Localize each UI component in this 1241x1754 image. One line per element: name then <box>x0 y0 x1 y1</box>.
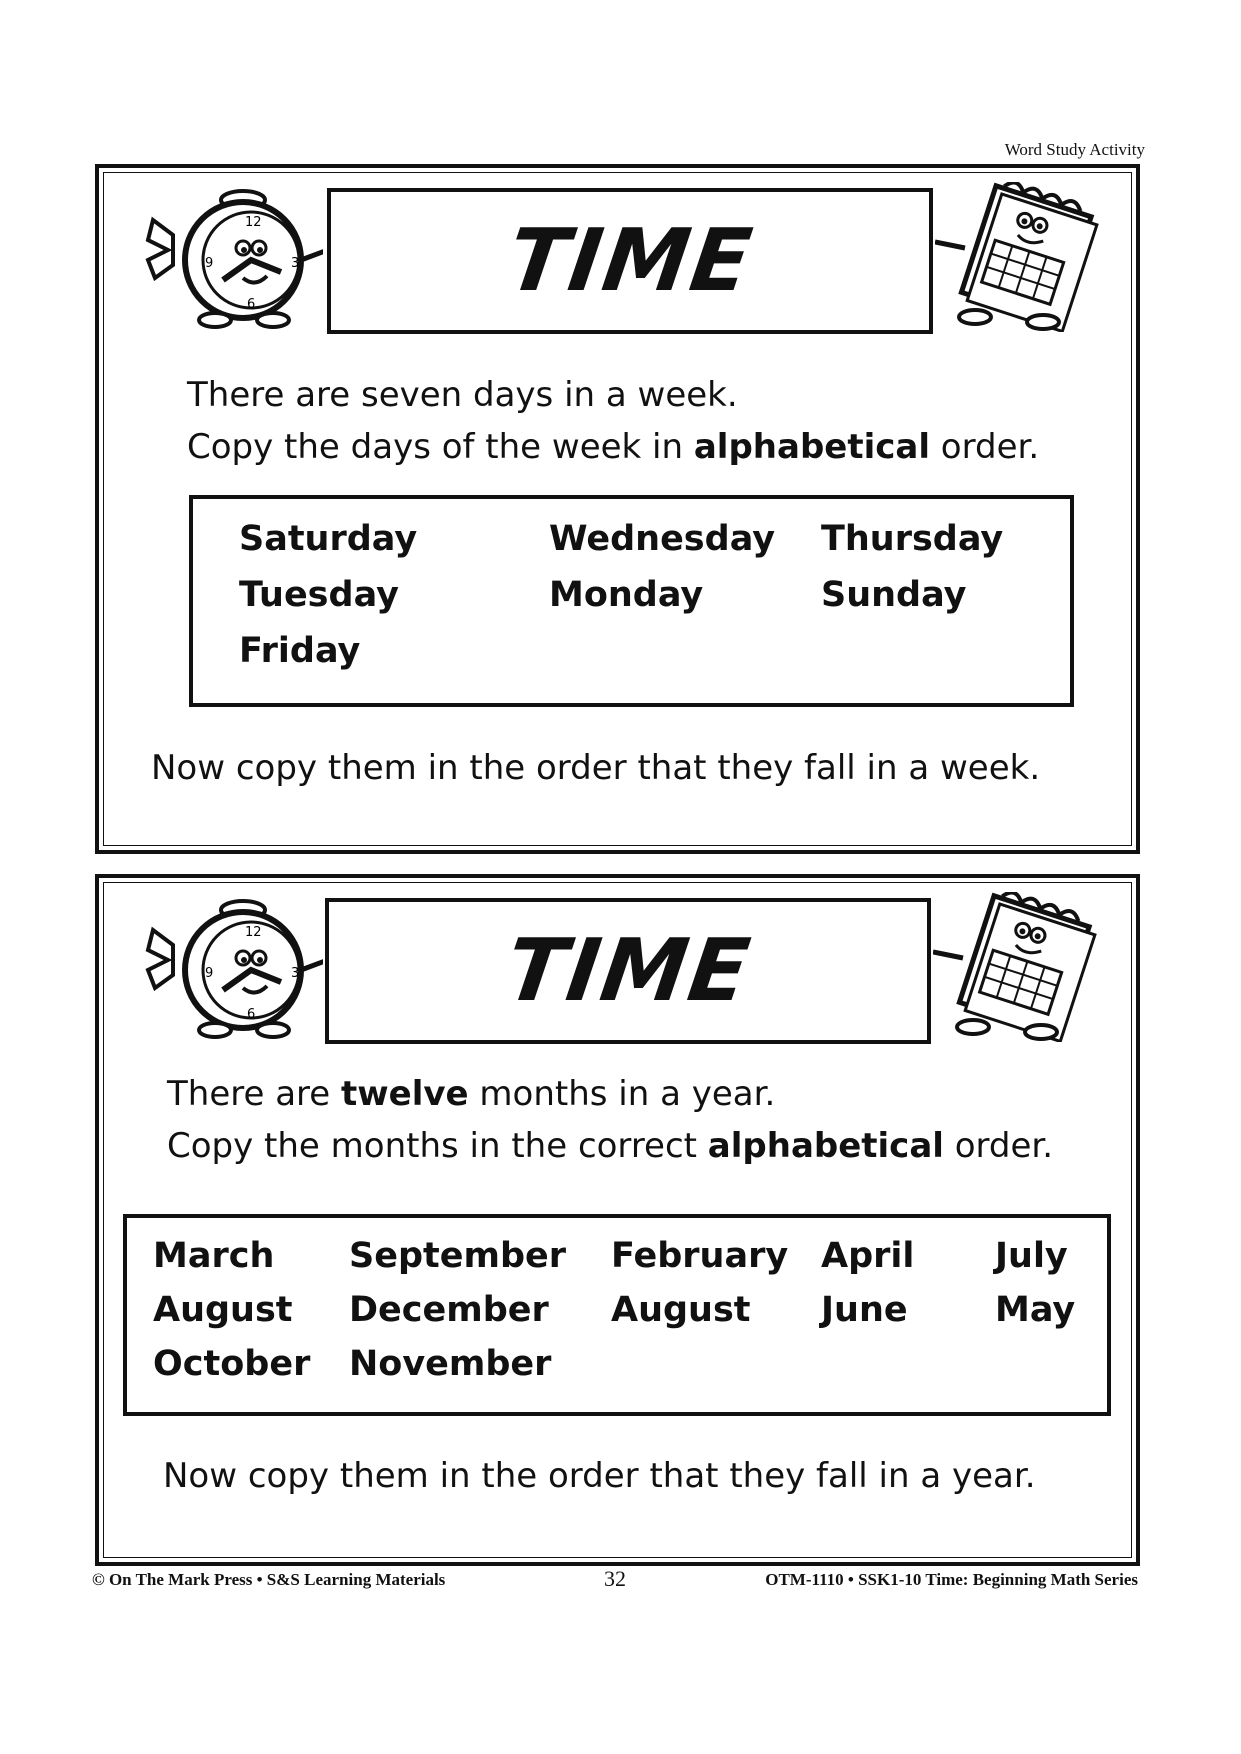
clock-number-9: 9 <box>205 966 214 981</box>
word-item: Sunday <box>821 575 967 615</box>
alarm-clock-mascot-icon <box>143 180 323 330</box>
word-item: August <box>611 1290 751 1330</box>
calendar-mascot-icon <box>935 182 1105 332</box>
copy-order-instruction: Now copy them in the order that they fall in a week. <box>151 748 1041 788</box>
word-item: July <box>995 1236 1068 1276</box>
clock-number-3: 3 <box>291 256 300 271</box>
word-item: Saturday <box>239 519 418 559</box>
word-item: February <box>611 1236 789 1276</box>
intro-line: There are seven days in a week. <box>187 375 738 415</box>
activity-type-label: Word Study Activity <box>1004 140 1145 159</box>
word-item: March <box>153 1236 275 1276</box>
word-item: Tuesday <box>239 575 399 615</box>
page-title: TIME <box>501 211 759 311</box>
word-item: June <box>821 1290 908 1330</box>
page-title: TIME <box>499 921 757 1021</box>
title-box <box>327 188 933 334</box>
word-item: December <box>349 1290 549 1330</box>
instruction-line: Copy the months in the correct alphabetical order. <box>167 1126 1054 1166</box>
footer-series: OTM-1110 • SSK1-10 Time: Beginning Math Series <box>765 1570 1138 1589</box>
clock-number-12: 12 <box>245 215 262 230</box>
clock-number-6: 6 <box>247 1007 256 1022</box>
word-item: November <box>349 1344 552 1384</box>
footer-copyright: © On The Mark Press • S&S Learning Materials <box>92 1570 446 1589</box>
word-item: May <box>995 1290 1076 1330</box>
word-item: April <box>821 1236 915 1276</box>
word-item: September <box>349 1236 566 1276</box>
title-box <box>325 898 931 1044</box>
clock-number-3: 3 <box>291 966 300 981</box>
copy-order-instruction: Now copy them in the order that they fall in a year. <box>163 1456 1036 1496</box>
clock-number-6: 6 <box>247 297 256 312</box>
word-bank-box <box>189 495 1074 707</box>
clock-number-9: 9 <box>205 256 214 271</box>
word-item: Wednesday <box>549 519 776 559</box>
calendar-mascot-icon <box>933 892 1103 1042</box>
word-item: Friday <box>239 631 361 671</box>
clock-number-12: 12 <box>245 925 262 940</box>
instruction-line: Copy the days of the week in alphabetical order. <box>187 427 1040 467</box>
word-bank-box <box>123 1214 1111 1416</box>
page-number: 32 <box>604 1566 626 1591</box>
word-item: Thursday <box>821 519 1004 559</box>
word-item: Monday <box>549 575 704 615</box>
alarm-clock-mascot-icon <box>143 890 323 1040</box>
months-activity-panel <box>95 874 1140 1566</box>
intro-line: There are twelve months in a year. <box>167 1074 776 1114</box>
word-item: August <box>153 1290 293 1330</box>
word-item: October <box>153 1344 311 1384</box>
days-activity-panel <box>95 164 1140 854</box>
